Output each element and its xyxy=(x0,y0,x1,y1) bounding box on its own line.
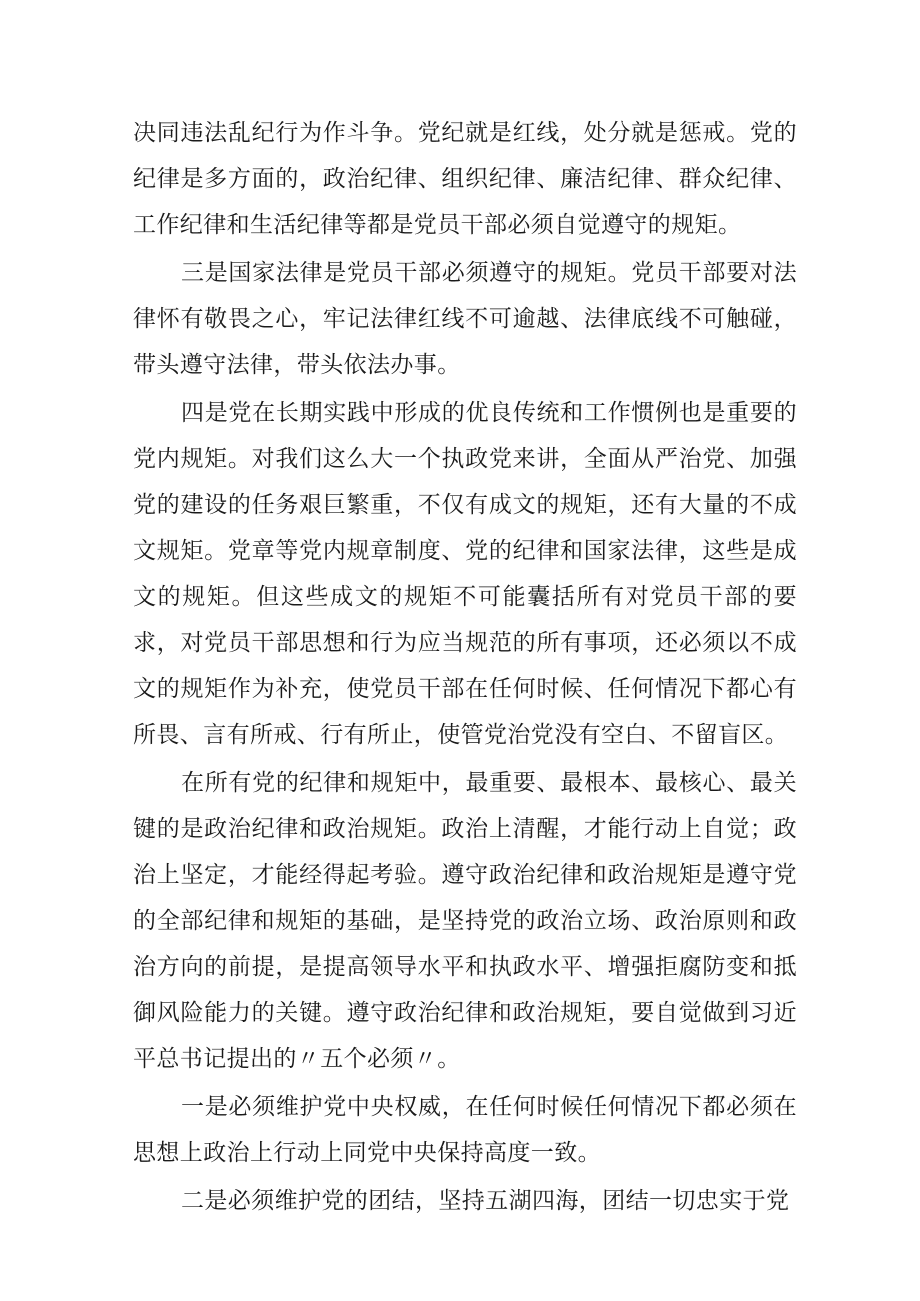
paragraph-5: 一是必须维护党中央权威，在任何时候任何情况下都必须在思想上政治上行动上同党中央保持高度一致。 xyxy=(133,1094,797,1166)
paragraph-4: 在所有党的纪律和规矩中，最重要、最根本、最核心、最关键的是政治纪律和政治规矩。政治上清醒，才能行动上自觉；政治上坚定，才能经得起考验。遵守政治纪律和政治规矩是遵守党的全部纪律和规矩的基础，是坚持党的政治立场、政治原则和政治方向的前提，是提高领导水平和执政水平、增强拒腐防变和抵御风险能力的关键。遵守政治纪律和政治规矩，要自觉做到习近平总书记提出的〃五个必须〃。 xyxy=(133,770,797,1072)
document-body xyxy=(133,110,797,1226)
paragraph-1: 决同违法乱纪行为作斗争。党纪就是红线，处分就是惩戒。党的纪律是多方面的，政治纪律、组织纪律、廉洁纪律、群众纪律、工作纪律和生活纪律等都是党员干部必须自觉遵守的规矩。 xyxy=(133,120,797,238)
paragraph-2: 三是国家法律是党员干部必须遵守的规矩。党员干部要对法律怀有敬畏之心，牢记法律红线不可逾越、法律底线不可触碰，带头遵守法律，带头依法办事。 xyxy=(133,260,797,378)
paragraph-6: 二是必须维护党的团结，坚持五湖四海，团结一切忠实于党 xyxy=(181,1188,790,1214)
paragraph-3: 四是党在长期实践中形成的优良传统和工作惯例也是重要的党内规矩。对我们这么大一个执政党来讲，全面从严治党、加强党的建设的任务艰巨繁重，不仅有成文的规矩，还有大量的不成文规矩。党章等党内规章制度、党的纪律和国家法律，这些是成文的规矩。但这些成文的规矩不可能囊括所有对党员干部的要求，对党员干部思想和行为应当规范的所有事项，还必须以不成文的规矩作为补充，使党员干部在任何时候、任何情况下都心有所畏、言有所戒、行有所止，使管党治党没有空白、不留盲区。 xyxy=(133,400,797,748)
